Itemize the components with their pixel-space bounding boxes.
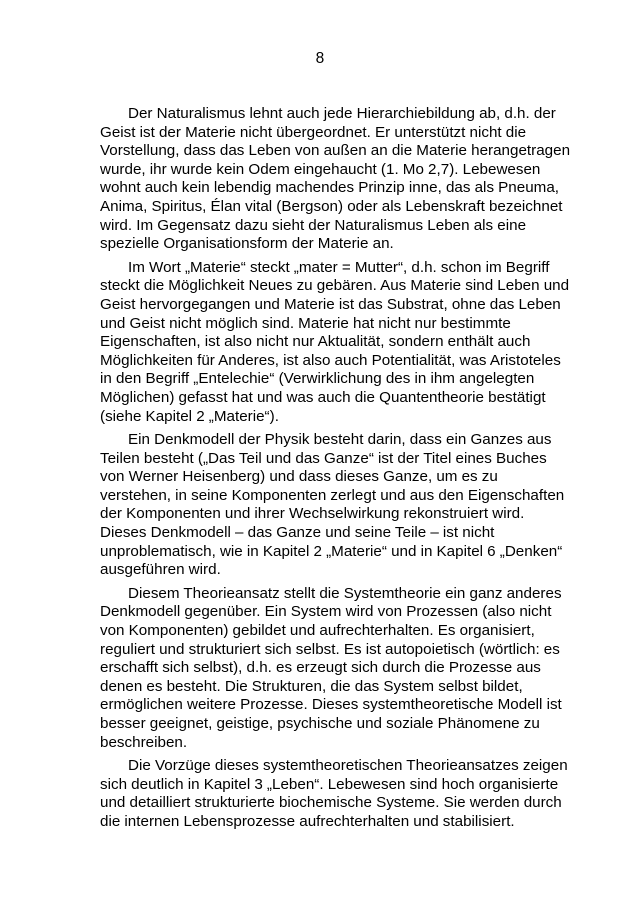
page-body bbox=[100, 105, 575, 832]
paragraph-denkmodell-physik: Ein Denkmodell der Physik besteht darin, dass ein Ganzes aus Teilen besteht („Das Teil und das Ganze“ ist der Titel eines Buches von Werner Heisenberg) und dass dieses Ganze, um es zu verstehen, in seine Komponenten zerlegt und aus den Eigenschaften der Komponenten und ihrer Wechselwirkung rekonstruiert wird. Dieses Denkmodell – das Ganze und seine Teile – ist nicht unproblematisch, wie in Kapitel 2 „Materie“ und in Kapitel 6 „Denken“ ausgeführen wird. bbox=[100, 431, 569, 579]
paragraph-naturalismus: Der Naturalismus lehnt auch jede Hierarchiebildung ab, d.h. der Geist ist der Materie nicht übergeordnet. Er unterstützt nicht die Vorstellung, dass das Leben von außen an die Materie herangetragen wurde, ihr wurde kein Odem eingehaucht (1. Mo 2,7). Lebewesen wohnt auch kein lebendig machendes Prinzip inne, das als Pneuma, Anima, Spiritus, Élan vital (Bergson) oder als Lebenskraft bezeichnet wird. Im Gegensatz dazu sieht der Naturalismus Leben als eine spezielle Organisationsform der Materie an. bbox=[100, 105, 575, 253]
page-number: 8 bbox=[315, 50, 325, 67]
paragraph-systemtheorie: Diesem Theorieansatz stellt die Systemtheorie ein ganz anderes Denkmodell gegenüber. Ein System wird von Prozessen (also nicht von Komponenten) gebildet und aufrechterhalten. Es organisiert, reguliert und strukturiert sich selbst. Es ist autopoietisch (wörtlich: es erschafft sich selbst), d.h. es erzeugt sich durch die Prozesse aus denen es besteht. Die Strukturen, die das System selbst bildet, ermöglichen weitere Prozesse. Dieses systemtheoretische Modell ist besser geeignet, geistige, psychische und soziale Phänomene zu beschreiben. bbox=[100, 584, 566, 751]
paragraph-vorzuege: Die Vorzüge dieses systemtheoretischen Theorieansatzes zeigen sich deutlich in Kapitel 3 „Leben“. Lebewesen sind hoch organisierte und detailliert strukturierte biochemische Systeme. Sie werden durch die internen Lebensprozesse aufrechterhalten und stabilisiert. bbox=[100, 757, 572, 830]
paragraph-materie: Im Wort „Materie“ steckt „mater = Mutter“, d.h. schon im Begriff steckt die Möglichkeit Neues zu gebären. Aus Materie sind Leben und Geist hervorgegangen und Materie ist das Substrat, ohne das Leben und Geist nicht möglich sind. Materie hat nicht nur bestimmte Eigenschaften, ist also nicht nur Aktualität, sondern enthält auch Möglichkeiten für Anderes, ist also auch Potentialität, was Aristoteles in den Begriff „Entelechie“ (Verwirklichung des in ihm angelegten Möglichen) gefasst hat und was auch die Quantentheorie bestätigt (siehe Kapitel 2 „Materie“). bbox=[100, 258, 574, 425]
